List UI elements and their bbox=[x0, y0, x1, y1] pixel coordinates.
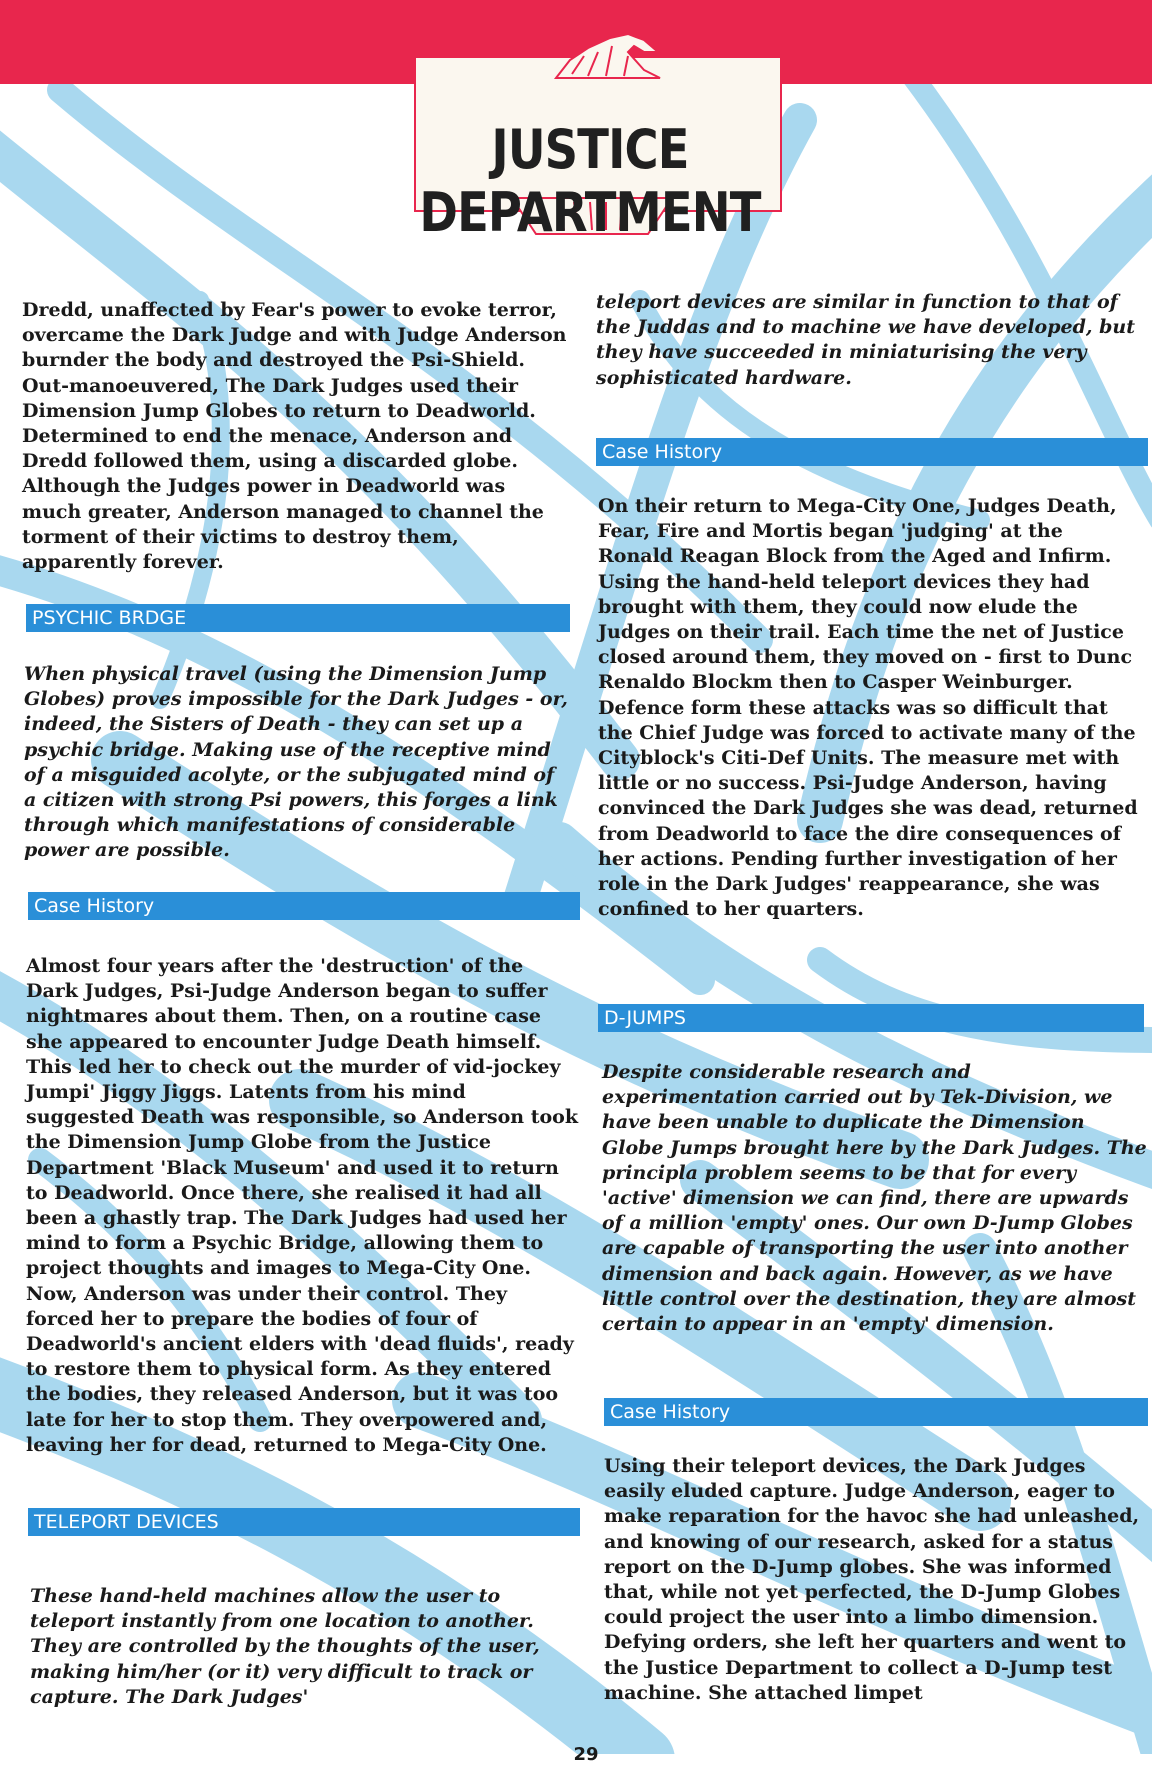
section-heading-case-history-1: Case History bbox=[28, 892, 580, 920]
case-history-2-paragraph: On their return to Mega-City One, Judges Death, Fear, Fire and Mortis began 'judging' at the Ronald Reagan Block from the Aged and Infirm. Using the hand-held teleport devices they had brought with them, they could now elude the Judges on their trail. Each time the net of Justice closed around them, they moved on - first to Dunc Renaldo Blockm then to Casper Weinburger. Defence form these attacks was so difficult that the Chief Judge was forced to activate many of the Cityblock's Citi-Def Units. The measure met with little or no success. Psi-Judge Anderson, having convinced the Dark Judges she was dead, returned from Deadworld to face the dire consequences of her actions. Pending further investigation of her role in the Dark Judges' reappearance, she was confined to her quarters. bbox=[598, 495, 1138, 921]
page-title: JUSTICE DEPARTMENT bbox=[419, 118, 761, 244]
section-heading-teleport-devices: TELEPORT DEVICES bbox=[28, 1508, 580, 1536]
d-jumps-paragraph: Despite considerable research and experimentation carried out by Tek-Division, we have been unable to duplicate the Dimension Globe Jumps brought here by the Dark Judges. The principla problem seems to be that for every 'active' dimension we can find, there are upwards of a million 'empty' ones. Our own D-Jump Globes are capable of transporting the user into another dimension and back again. However, as we have little control over the destination, they are almost certain to appear in an 'empty' dimension. bbox=[602, 1061, 1147, 1336]
case-history-3-paragraph: Using their teleport devices, the Dark Judges easily eluded capture. Judge Anderson, eager to make reparation for the havoc she had unleashed, and knowing of our research, asked for a status report on the D-Jump globes. She was informed that, while not yet perfected, the D-Jump Globes could project the user into a limbo dimension. Defying orders, she left her quarters and went to the Justice Department to collect a D-Jump test machine. She attached limpet bbox=[604, 1455, 1140, 1704]
section-heading-case-history-2: Case History bbox=[596, 438, 1148, 466]
section-heading-d-jumps: D-JUMPS bbox=[598, 1004, 1144, 1032]
case-history-1-paragraph: Almost four years after the 'destruction' of the Dark Judges, Psi-Judge Anderson began to suffer nightmares about them. Then, on a routine case she appeared to encounter Judge Death himself. This led her to check out the murder of vid-jockey Jumpi' Jiggy Jiggs. Latents from his mind suggested Death was responsible, so Anderson took the Dimension Jump Globe from the Justice Department 'Black Museum' and used it to return to Deadworld. Once there, she realised it had all been a ghastly trap. The Dark Judges had used her mind to form a Psychic Bridge, allowing them to project thoughts and images to Mega-City One. Now, Anderson was under their control. They forced her to prepare the bodies of four of Deadworld's ancient elders with 'dead fluids', ready to restore them to physical form. As they entered the bodies, they released Anderson, but it was too late for her to stop them. They overpowered and, leaving her for dead, returned to Mega-City One. bbox=[26, 955, 579, 1456]
section-heading-psychic-bridge: PSYCHIC BRDGE bbox=[26, 604, 570, 632]
psychic-bridge-paragraph: When physical travel (using the Dimension Jump Globes) proves impossible for the Dark Judges - or, indeed, the Sisters of Death - they can set up a psychic bridge. Making use of the receptive mind of a misguided acolyte, or the subjugated mind of a citizen with strong Psi powers, this forges a link through which manifestations of considerable power are possible. bbox=[24, 663, 568, 862]
teleport-continued-paragraph: teleport devices are similar in function to that of the Juddas and to machine we have developed, but they have succeeded in miniaturising the very sophisticated hardware. bbox=[596, 291, 1135, 389]
eagle-badge-icon bbox=[548, 30, 668, 82]
intro-paragraph: Dredd, unaffected by Fear's power to evoke terror, overcame the Dark Judge and with Judge Anderson burnder the body and destroyed the Psi-Shield. Out-manoeuvered, The Dark Judges used their Dimension Jump Globes to return to Deadworld. Determined to end the menace, Anderson and Dredd followed them, using a discarded globe. Although the Judges power in Deadworld was much greater, Anderson managed to channel the torment of their victims to destroy them, apparently forever. bbox=[22, 299, 567, 574]
page-number: 29 bbox=[573, 1744, 599, 1765]
section-heading-case-history-3: Case History bbox=[604, 1398, 1148, 1426]
teleport-devices-paragraph: These hand-held machines allow the user to teleport instantly from one location to another. They are controlled by the thoughts of the user, making him/her (or it) very difficult to track or capture. The Dark Judges' bbox=[30, 1585, 540, 1708]
